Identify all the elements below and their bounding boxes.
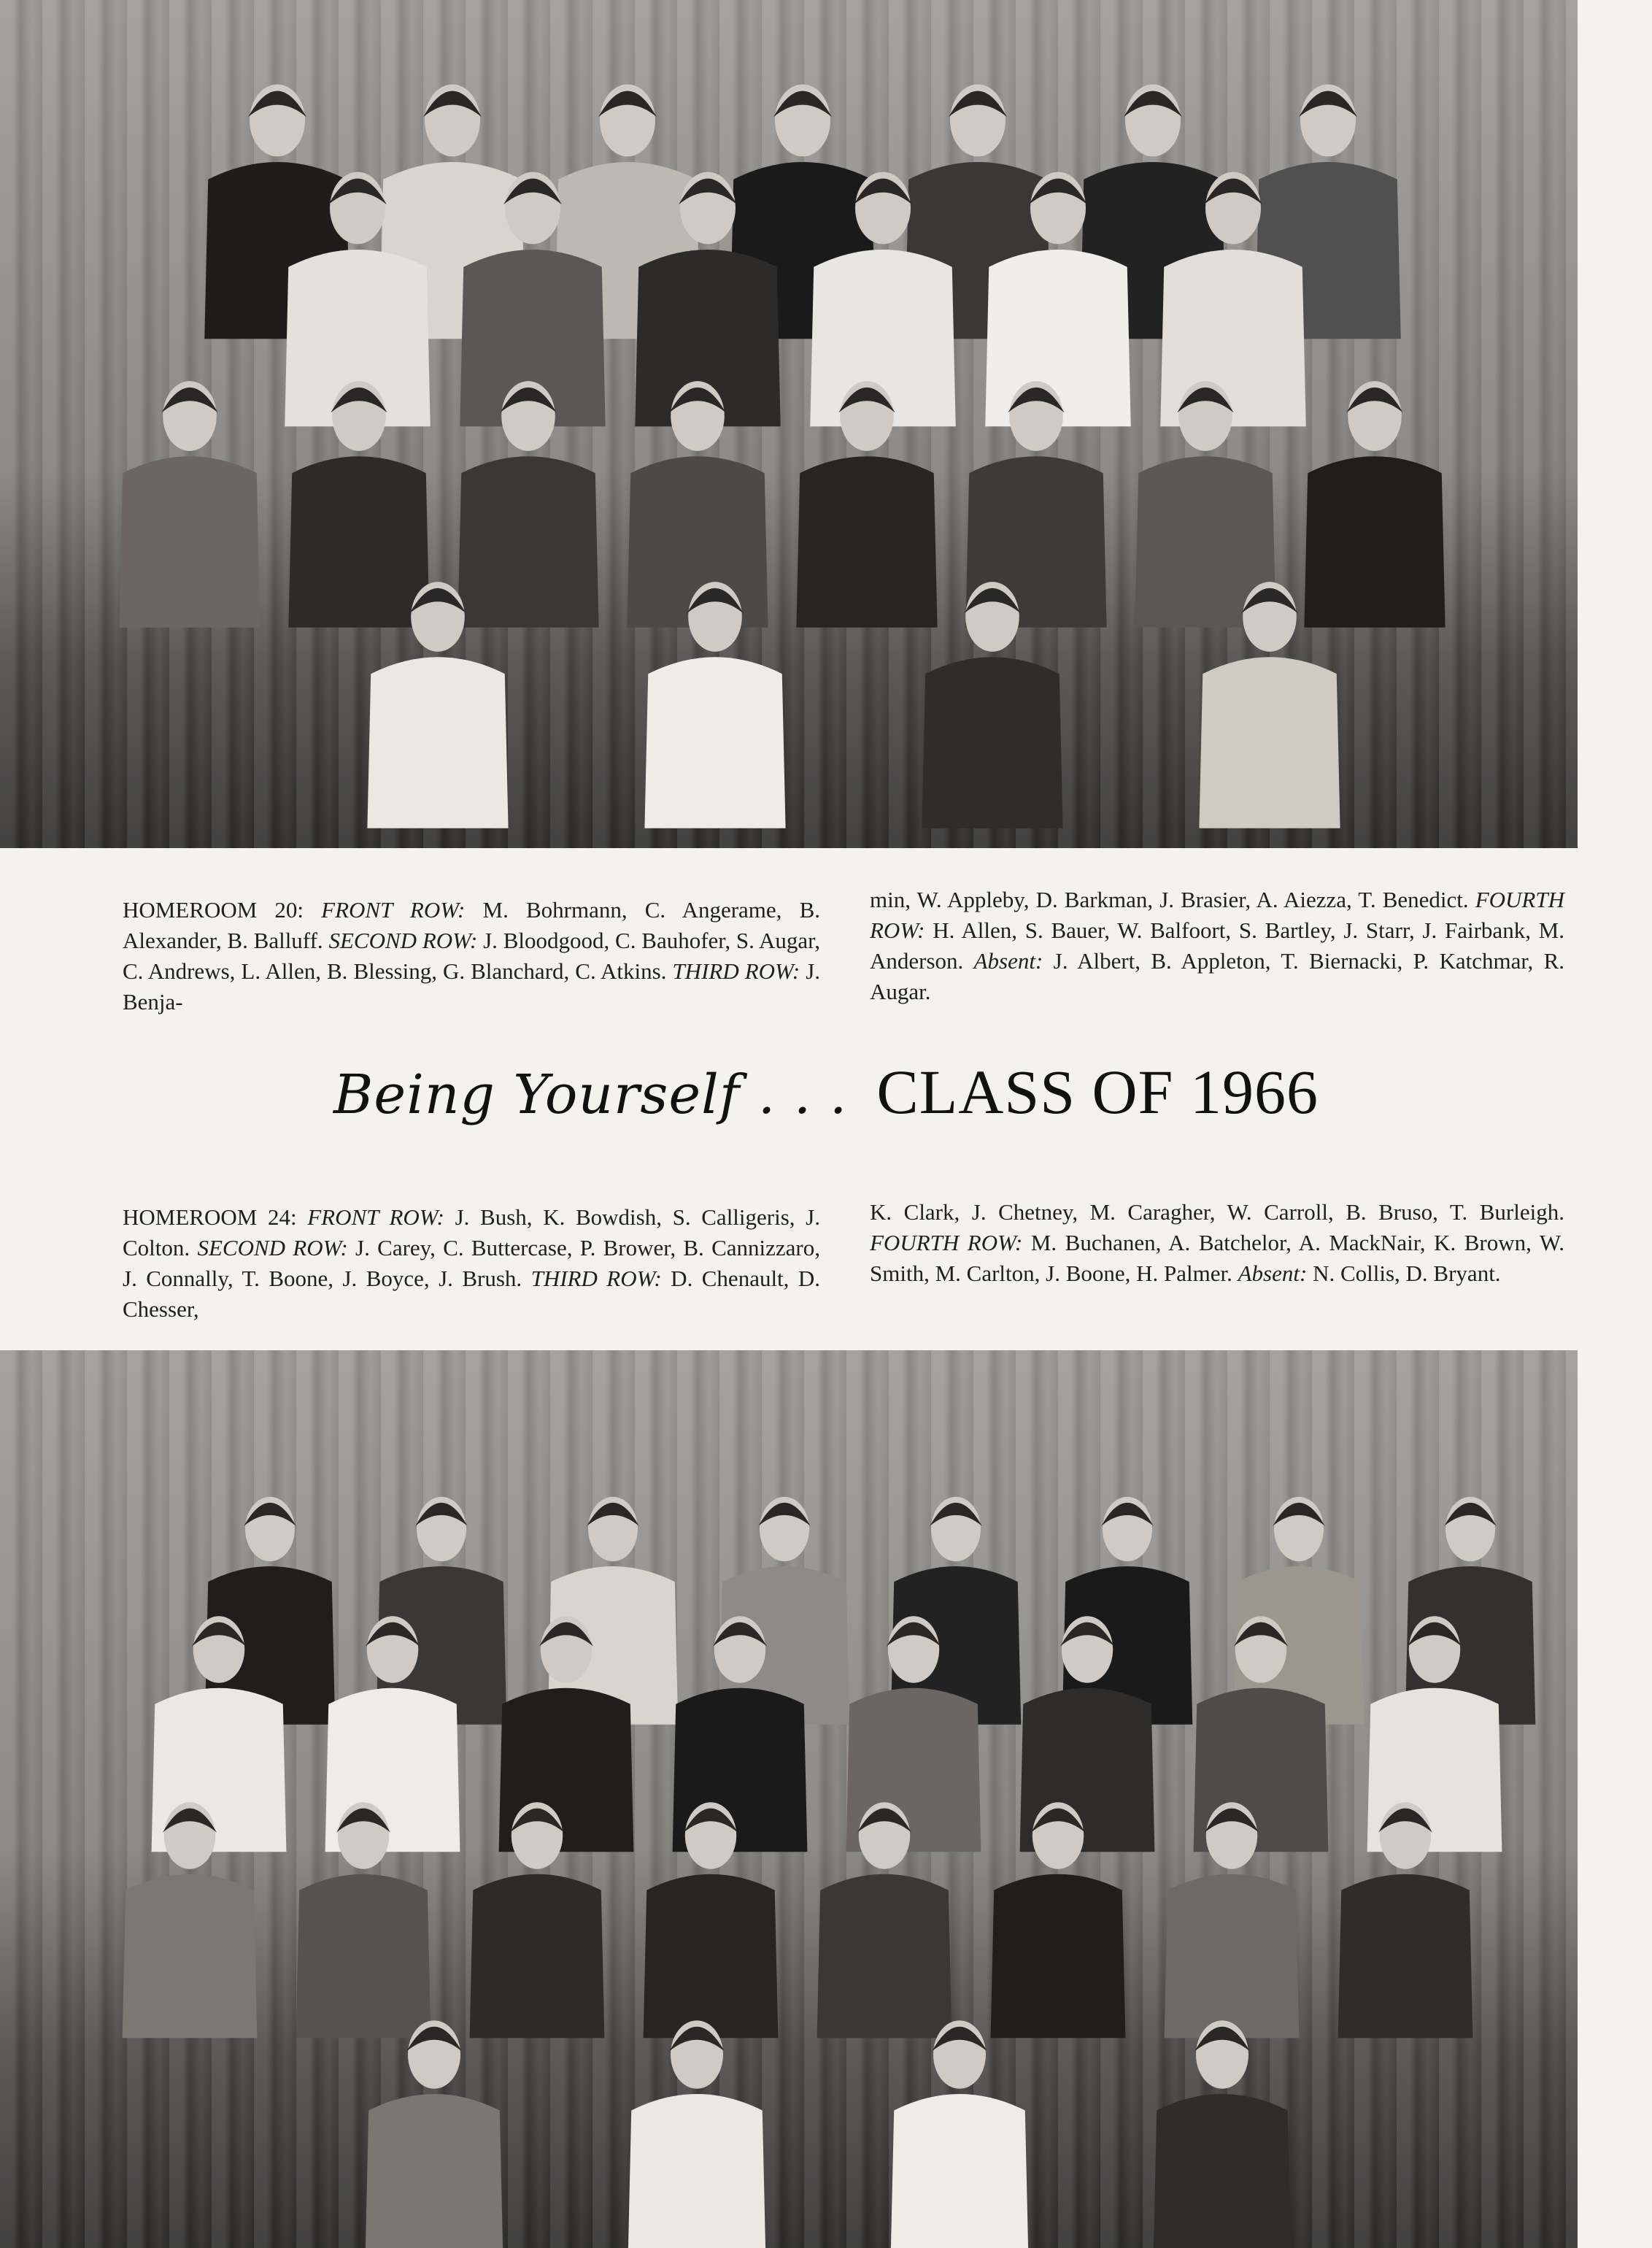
absent-label: Absent: [973,948,1043,974]
row-label: FOURTH ROW: [870,1230,1023,1255]
homeroom-24-group-photo [0,1350,1578,2248]
homeroom-20-caption-left [123,895,820,1017]
homeroom-24-photo-figures [0,1350,1578,2248]
headline-script: Being Yourself . . . [333,1063,848,1126]
row-names: H. Allen, S. Bauer, W. Balfoort, S. Bartley, J. Starr, J. Fairbank, M. Anderson. [870,917,1564,974]
row-label: THIRD ROW: [530,1266,662,1291]
row-label: FRONT ROW: [307,1204,444,1230]
row-label: SECOND ROW: [328,928,478,953]
homeroom-label: HOMEROOM 20: [123,897,322,923]
row-names: J. Bush, K. Bowdish, S. Calligeris, J. Colton. [123,1204,820,1260]
student-figure [119,381,260,628]
row-label: THIRD ROW: [672,958,800,984]
homeroom-24-caption-right [870,1197,1564,1289]
row-names: D. Chenault, D. Chesser, [123,1266,820,1322]
headline-title: CLASS OF 1966 [876,1057,1319,1127]
student-figure [1304,381,1445,628]
homeroom-label: HOMEROOM 24: [123,1204,308,1230]
homeroom-20-group-photo [0,0,1578,848]
absent-names: J. Albert, B. Appleton, T. Biernacki, P. Katchmar, R. Augar. [870,948,1564,1004]
row-label: SECOND ROW: [197,1235,348,1260]
row-names: J. Benja- [123,958,821,1015]
row-names: J. Bloodgood, C. Bauhofer, S. Augar, C. Andrews, L. Allen, B. Blessing, G. Blanchard, C. Atkins. [123,928,820,984]
row-names: min, W. Appleby, D. Barkman, J. Brasier, A. Aiezza, T. Benedict. [870,887,1475,912]
row-label: FRONT ROW: [321,897,466,923]
student-figure [1154,2020,1292,2248]
row-names: K. Clark, J. Chetney, M. Caragher, W. Carroll, B. Bruso, T. Burleigh. [870,1199,1564,1225]
homeroom-24-caption-left [123,1202,820,1325]
student-figure [366,2020,503,2248]
row-label: FOURTH ROW: [870,887,1564,943]
homeroom-20-caption-right [870,885,1564,1007]
row-names: J. Carey, C. Buttercase, P. Brower, B. Cannizzaro, J. Connally, T. Boone, J. Boyce, J. Brush. [123,1235,820,1291]
row-names: M. Bohrmann, C. Angerame, B. Alexander, B. Balluff. [123,897,820,953]
student-figure [628,2020,766,2248]
absent-names: N. Collis, D. Bryant. [1307,1260,1501,1286]
row-names: M. Buchanen, A. Batchelor, A. MackNair, K. Brown, W. Smith, M. Carlton, J. Boone, H. Palmer. [870,1230,1564,1286]
absent-label: Absent: [1238,1260,1308,1286]
page-headline [0,1055,1652,1128]
student-figure [891,2020,1029,2248]
homeroom-20-photo-figures [0,0,1578,848]
